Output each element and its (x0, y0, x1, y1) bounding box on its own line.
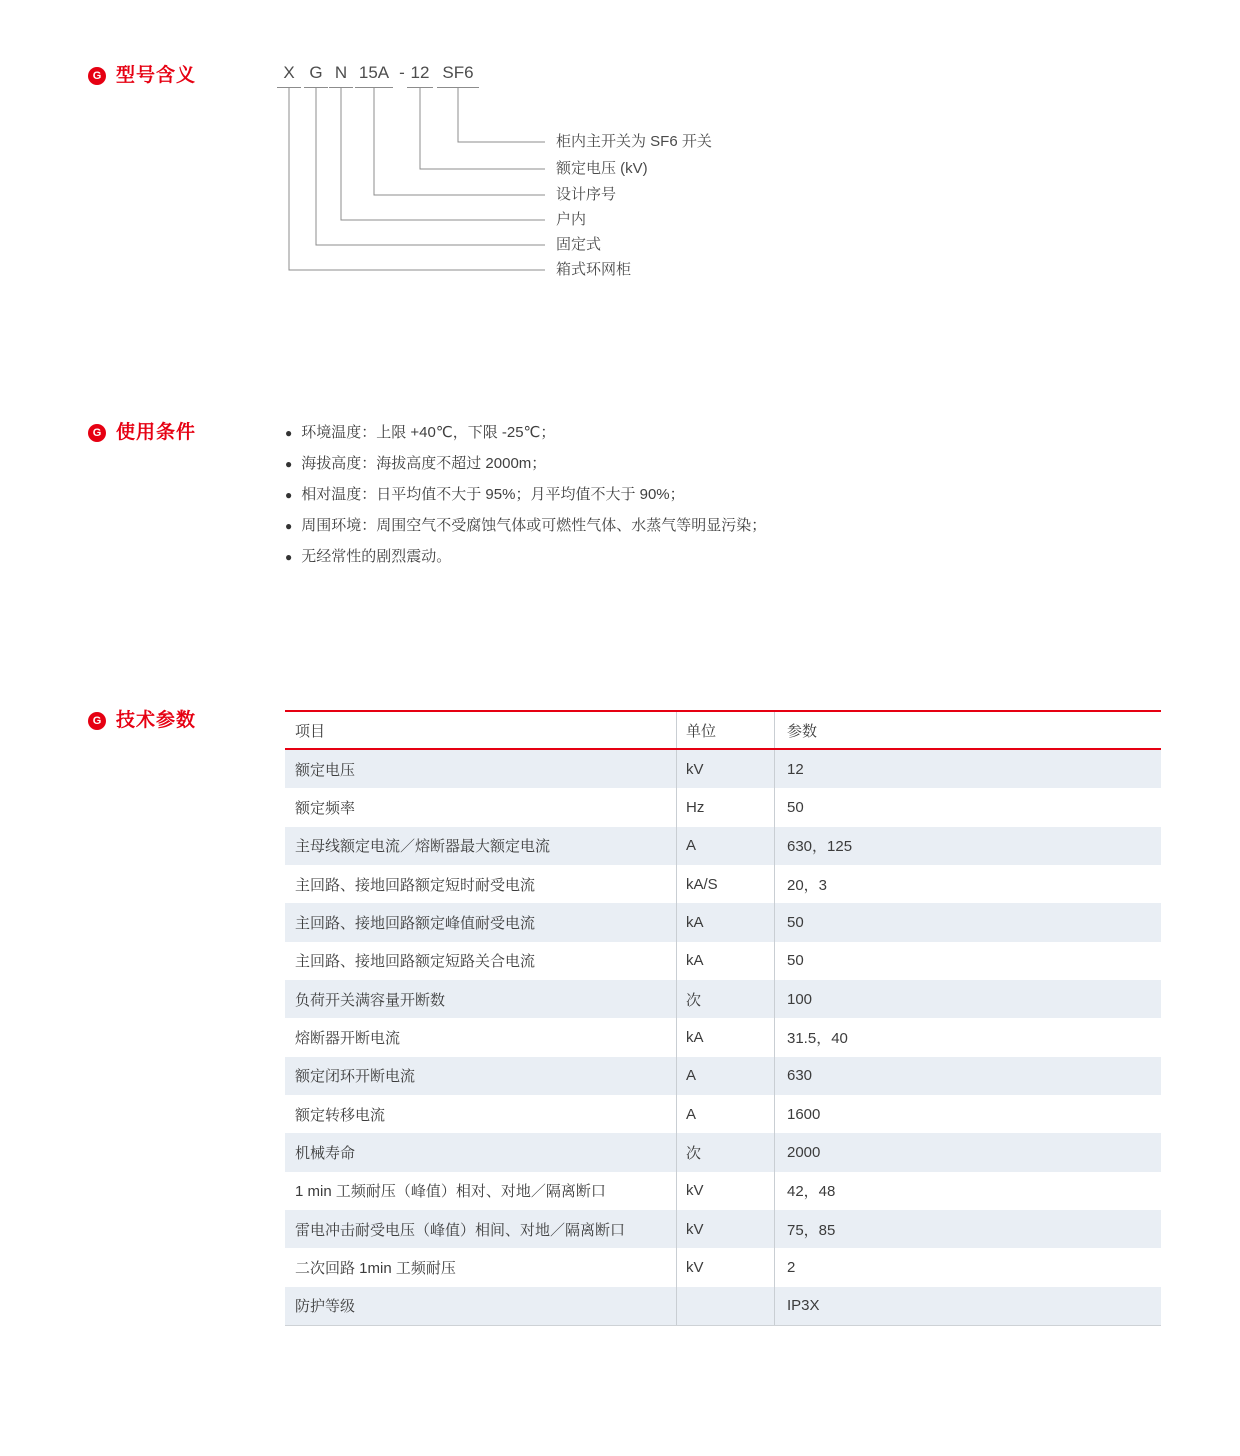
cell-unit: kV (676, 1248, 774, 1286)
bullet-icon (285, 455, 292, 473)
bullet-icon (285, 424, 292, 442)
cell-value: 2 (774, 1248, 1161, 1286)
cell-unit: Hz (676, 788, 774, 826)
cell-item: 主回路、接地回路额定短时耐受电流 (295, 876, 536, 894)
model-label-sf6-switch: 柜内主开关为 SF6 开关 (556, 133, 712, 150)
model-code-diagram (277, 62, 1037, 292)
table-row (285, 1018, 1161, 1056)
cell-unit: kV (676, 750, 774, 788)
cell-item: 熔断器开断电流 (295, 1030, 401, 1048)
condition-item (285, 486, 1045, 504)
cell-unit: kA (676, 1018, 774, 1056)
cell-unit: kV (676, 1210, 774, 1248)
condition-item (285, 548, 1045, 566)
model-segment-15a: 15A (355, 62, 393, 88)
table-row (285, 1057, 1161, 1095)
table-row (285, 980, 1161, 1018)
table-row (285, 942, 1161, 980)
condition-text: 无经常性的剧烈震动。 (301, 548, 452, 565)
table-header-row (285, 710, 1161, 750)
table-row (285, 903, 1161, 941)
cell-value: 12 (774, 750, 1161, 788)
model-segment-x: X (277, 62, 301, 88)
cell-unit: kA/S (676, 865, 774, 903)
cell-unit (676, 1287, 774, 1325)
cell-unit: kV (676, 1172, 774, 1210)
section-header-model (88, 66, 196, 85)
table-body (285, 750, 1161, 1326)
cell-item: 1 min 工频耐压（峰值）相对、对地／隔离断口 (295, 1183, 606, 1201)
condition-text: 相对温度：日平均值不大于 95%；月平均值不大于 90%； (301, 486, 685, 503)
table-row (285, 1172, 1161, 1210)
cell-item: 主母线额定电流／熔断器最大额定电流 (295, 838, 551, 856)
cell-item: 二次回路 1min 工频耐压 (295, 1260, 456, 1278)
cell-unit: A (676, 827, 774, 865)
bullet-icon (285, 548, 292, 566)
table-row (285, 1133, 1161, 1171)
model-label-indoor: 户内 (556, 211, 587, 228)
cell-unit: kA (676, 942, 774, 980)
model-label-rated-voltage: 额定电压 (kV) (556, 160, 648, 177)
cell-value: 630，125 (774, 827, 1161, 865)
table-row (285, 865, 1161, 903)
cell-item: 机械寿命 (295, 1145, 356, 1163)
section-title-parameters: 技术参数 (116, 710, 197, 731)
section-header-conditions (88, 423, 196, 442)
cell-value: 2000 (774, 1133, 1161, 1171)
cell-item: 防护等级 (295, 1298, 356, 1316)
cell-value: 50 (774, 942, 1161, 980)
table-row (285, 1210, 1161, 1248)
condition-text: 海拔高度：海拔高度不超过 2000m； (301, 455, 547, 472)
cell-value: 1600 (774, 1095, 1161, 1133)
table-row (285, 750, 1161, 788)
model-segment-sf6: SF6 (437, 62, 479, 88)
cell-value: 100 (774, 980, 1161, 1018)
section-header-parameters (88, 711, 196, 730)
cell-value: 31.5，40 (774, 1018, 1161, 1056)
bullet-icon (285, 517, 292, 535)
table-row (285, 1287, 1161, 1325)
cell-value: 20，3 (774, 865, 1161, 903)
model-segment-12: 12 (407, 62, 433, 88)
cell-item: 额定频率 (295, 800, 356, 818)
cell-unit: kA (676, 903, 774, 941)
cell-unit: 次 (676, 1133, 774, 1171)
model-segment-g: G (304, 62, 328, 88)
condition-text: 环境温度：上限 +40℃，下限 -25℃； (301, 424, 556, 441)
bullet-icon (285, 486, 292, 504)
section-title-conditions: 使用条件 (116, 422, 197, 443)
condition-item (285, 455, 1045, 473)
brand-logo-icon: G (88, 424, 106, 442)
model-label-design-serial: 设计序号 (556, 186, 617, 203)
cell-value: 630 (774, 1057, 1161, 1095)
brand-logo-icon: G (88, 67, 106, 85)
column-header-item: 项目 (295, 722, 326, 740)
conditions-list (285, 424, 1045, 579)
condition-item (285, 424, 1045, 442)
cell-unit: 次 (676, 980, 774, 1018)
cell-value: 50 (774, 788, 1161, 826)
parameters-table (285, 710, 1161, 1326)
model-segment-dash: - (399, 63, 405, 82)
cell-value: IP3X (774, 1287, 1161, 1325)
cell-item: 额定转移电流 (295, 1106, 386, 1124)
condition-item (285, 517, 1045, 535)
cell-item: 雷电冲击耐受电压（峰值）相间、对地／隔离断口 (295, 1221, 626, 1239)
connector-lines (277, 62, 577, 282)
cell-value: 42，48 (774, 1172, 1161, 1210)
table-row (285, 788, 1161, 826)
cell-item: 额定电压 (295, 761, 356, 779)
cell-item: 额定闭环开断电流 (295, 1068, 416, 1086)
cell-item: 负荷开关满容量开断数 (295, 991, 446, 1009)
model-label-fixed-type: 固定式 (556, 236, 602, 253)
cell-item: 主回路、接地回路额定短路关合电流 (295, 953, 536, 971)
model-segment-n: N (329, 62, 353, 88)
column-header-unit: 单位 (676, 712, 774, 748)
cell-value: 75，85 (774, 1210, 1161, 1248)
table-row (285, 1248, 1161, 1286)
brand-logo-icon: G (88, 712, 106, 730)
cell-unit: A (676, 1095, 774, 1133)
cell-item: 主回路、接地回路额定峰值耐受电流 (295, 915, 536, 933)
section-title-model: 型号含义 (116, 65, 197, 86)
table-row (285, 827, 1161, 865)
cell-value: 50 (774, 903, 1161, 941)
condition-text: 周围环境：周围空气不受腐蚀气体或可燃性气体、水蒸气等明显污染； (301, 517, 767, 534)
model-label-box-ring-cabinet: 箱式环网柜 (556, 261, 632, 278)
table-row (285, 1095, 1161, 1133)
column-header-value: 参数 (774, 712, 1161, 748)
cell-unit: A (676, 1057, 774, 1095)
